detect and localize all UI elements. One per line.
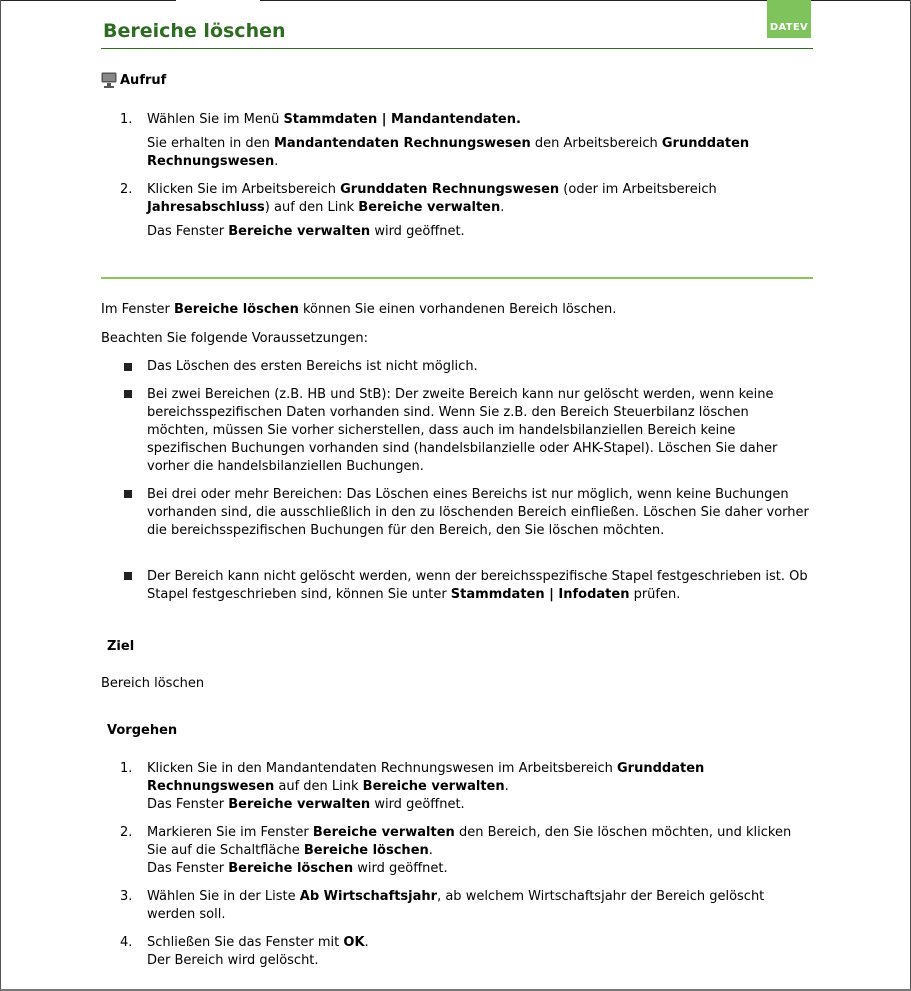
bullet-item-1: Das Löschen des ersten Bereichs ist nicht möglich. <box>147 359 478 374</box>
aufruf-step-2-number: 2. <box>120 182 133 197</box>
prerequisites-heading: Beachten Sie folgende Voraussetzungen: <box>101 331 368 346</box>
aufruf-step-1-result: Sie erhalten in den Mandantendaten Rechnungswesen den Arbeitsbereich Grunddaten Rechnungswesen. <box>147 136 750 169</box>
window-border-left <box>0 0 1 991</box>
bullet-marker <box>124 390 132 398</box>
bullet-item-3: Bei drei oder mehr Bereichen: Das Löschen eines Bereichs ist nur möglich, wenn keine Buchungen vorhanden sind, die ausschließlich in den zu löschenden Bereich einfließen. Löschen Sie daher vorher die bereichsspezifischen Buchungen für den Bereich, den Sie löschen möchten. <box>147 487 809 538</box>
ziel-text: Bereich löschen <box>101 676 205 691</box>
ziel-heading: Ziel <box>107 639 135 654</box>
aufruf-step-2-result: Das Fenster Bereiche verwalten wird geöffnet. <box>147 224 465 239</box>
bullet-item-4: Der Bereich kann nicht gelöscht werden, wenn der bereichsspezifische Stapel festgeschrieben ist. Ob Stapel festgeschrieben sind, können Sie unter Stammdaten | Infodaten prüfen. <box>147 569 808 602</box>
vorgehen-step-1-number: 1. <box>120 761 133 776</box>
bullet-marker <box>124 490 132 498</box>
page-title: Bereiche löschen <box>103 20 286 42</box>
monitor-icon <box>101 72 117 88</box>
window-tab-gap <box>176 0 260 2</box>
vorgehen-heading: Vorgehen <box>107 723 178 738</box>
vorgehen-step-3: Wählen Sie in der Liste Ab Wirtschaftsjahr, ab welchem Wirtschaftsjahr der Bereich gelöscht werden soll. <box>147 889 765 922</box>
datev-logo <box>767 0 811 38</box>
vorgehen-step-2-number: 2. <box>120 825 133 840</box>
title-divider <box>101 48 813 49</box>
vorgehen-step-4-number: 4. <box>120 935 133 950</box>
aufruf-step-2 <box>147 181 811 241</box>
bullet-item-2: Bei zwei Bereichen (z.B. HB und StB): Der zweite Bereich kann nur gelöscht werden, wenn keine bereichsspezifischen Daten vorhanden sind. Wenn Sie z.B. den Bereich Steuerbilanz löschen möchten, müssen Sie vorher sicherstellen, dass auch im handelsbilanziellen Bereich keine spezifischen Buchungen vorhanden sind (handelsbilanzielle oder AHK-Stapel). Löschen Sie daher vorher die handelsbilanziellen Buchungen. <box>147 387 778 474</box>
aufruf-step-1 <box>147 111 811 171</box>
vorgehen-step-2: Markieren Sie im Fenster Bereiche verwalten den Bereich, den Sie löschen möchten, und klicken Sie auf die Schaltfläche Bereiche löschen. Das Fenster Bereiche löschen wird geöffnet. <box>147 825 792 876</box>
bullet-marker <box>124 572 132 580</box>
aufruf-step-1-number: 1. <box>120 112 133 127</box>
menu-path-link: Stammdaten | Mandantendaten. <box>283 112 521 127</box>
aufruf-step-1-text: Wählen Sie im Menü Stammdaten | Mandantendaten. <box>147 112 521 127</box>
aufruf-heading: Aufruf <box>120 73 167 88</box>
logo-text: DATEV <box>769 22 809 33</box>
section-divider <box>101 277 813 279</box>
vorgehen-step-1: Klicken Sie in den Mandantendaten Rechnungswesen im Arbeitsbereich Grunddaten Rechnungswesen auf den Link Bereiche verwalten. Das Fenster Bereiche verwalten wird geöffnet. <box>147 761 705 812</box>
bullet-marker <box>124 363 132 371</box>
aufruf-step-2-text: Klicken Sie im Arbeitsbereich Grunddaten Rechnungswesen (oder im Arbeitsbereich Jahresabschluss) auf den Link Bereiche verwalten. <box>147 182 717 215</box>
vorgehen-step-4: Schließen Sie das Fenster mit OK. Der Bereich wird gelöscht. <box>147 935 369 968</box>
vorgehen-step-3-number: 3. <box>120 889 133 904</box>
intro-paragraph: Im Fenster Bereiche löschen können Sie einen vorhandenen Bereich löschen. <box>101 302 617 317</box>
